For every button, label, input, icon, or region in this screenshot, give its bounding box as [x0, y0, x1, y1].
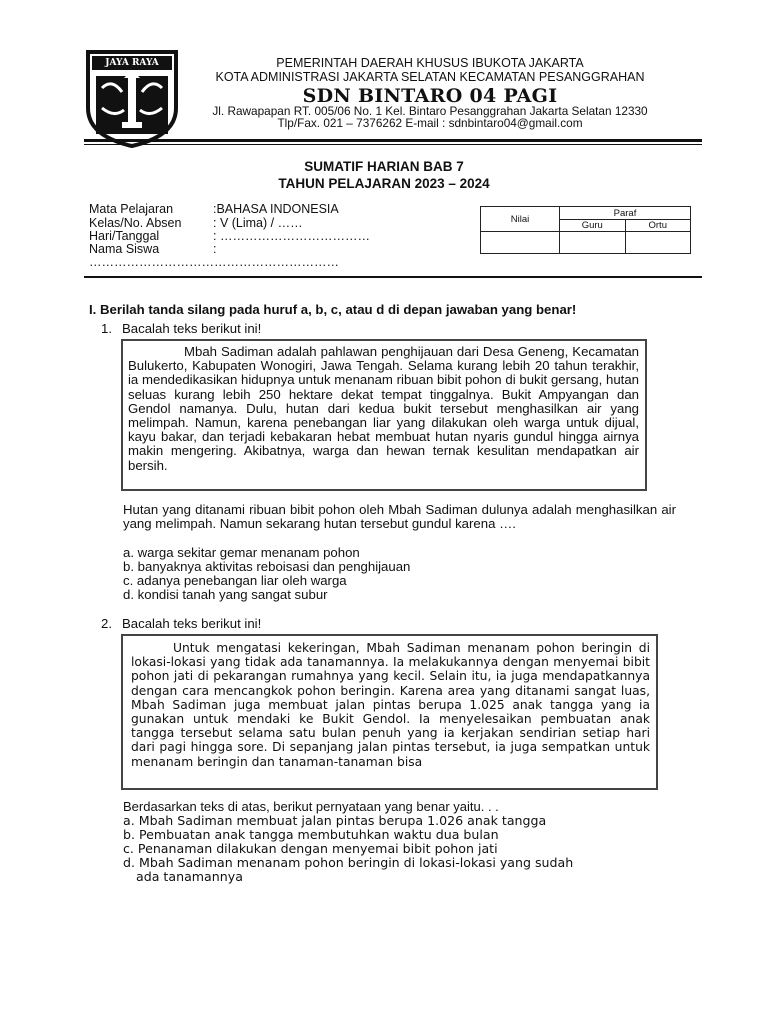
header-divider-thin — [84, 144, 702, 145]
q2-question: Berdasarkan teks di atas, berikut pernyataan yang benar yaitu. . . — [123, 799, 499, 814]
q1-question: Hutan yang ditanami ribuan bibit pohon oleh Mbah Sadiman dulunya adalah menghasilkan air yang melimpah. Namun sekarang hutan tersebut gundul karena …. — [123, 502, 676, 532]
date-label: Hari/Tanggal — [89, 229, 160, 243]
q2-number: 2. — [101, 616, 112, 631]
q1-prompt: Bacalah teks berikut ini! — [122, 321, 262, 336]
q1-option-a[interactable]: a. warga sekitar gemar menanam pohon — [123, 545, 360, 560]
class-value: : V (Lima) / …… — [213, 216, 303, 230]
q2-option-c[interactable]: c. Penanaman dilakukan dengan menyemai bibit pohon jati — [123, 841, 498, 856]
date-value: : ……………………………… — [213, 229, 370, 243]
nilai-cell — [481, 232, 560, 254]
ortu-cell — [625, 232, 691, 254]
school-logo — [84, 48, 180, 148]
school-contact: Tlp/Fax. 021 – 7376262 E-mail : sdnbintaro04@gmail.com — [277, 116, 583, 130]
ortu-header: Ortu — [625, 220, 691, 232]
subject-value: :BAHASA INDONESIA — [213, 202, 339, 216]
q2-option-d[interactable]: d. Mbah Sadiman menanam pohon beringin di lokasi-lokasi yang sudah — [123, 855, 574, 870]
nilai-header: Nilai — [481, 207, 560, 232]
exam-title-line1: SUMATIF HARIAN BAB 7 — [304, 159, 464, 174]
instructions: I. Berilah tanda silang pada huruf a, b, c, atau d di depan jawaban yang benar! — [89, 302, 577, 317]
q1-passage: Mbah Sadiman adalah pahlawan penghijauan dari Desa Geneng, Kecamatan Bulukerto, Kabupaten Wonogiri, Jawa Tengah. Selama kurang lebih 20 tahun terakhir, ia mendedikasikan hidupnya untuk menanam ribuan bibit pohon di bukit gersang, hutan seluas kurang lebih 250 hektare dekat tempat tinggalnya. Bukit Ampyangan dan Gendol namanya. Dulu, hutan dari kedua bukit tersebut menghasilkan air yang melimpah. Namun, karena penebangan liar yang dilakukan oleh warga untuk dijual, kayu bakar, dan terjadi kebakaran hebat membuat hutan nyaris gundul hingga airnya makin mengering. Akibatnya, warga dan hewan ternak kesulitan mendapatkan air bersih. — [128, 344, 639, 473]
subject-label: Mata Pelajaran — [89, 202, 174, 216]
q1-passage-box — [121, 339, 647, 491]
q2-passage: Untuk mengatasi kekeringan, Mbah Sadiman menanam pohon beringin di lokasi-lokasi yang tidak ada tanamannya. Ia melakukannya dengan menyemai bibit pohon jati di pekarangan rumahnya yang kecil. Selain itu, ia juga mendapatkannya dengan cara mencangkok pohon beringin. Karena area yang ditanami sangat luas, Mbah Sadiman juga membuat jalan pintas berupa 1.025 anak tangga yang ia gunakan untuk mendaki ke Bukit Gendol. Ia menyelesaikan pembuatan anak tangga tersebut selama satu bulan penuh yang ia kerjakan sendirian setiap hari dari pagi hingga sore. Di sepanjang jalan pintas tersebut, ia juga sempatkan untuk menanam beringin dan tanaman-tanaman bisa — [131, 641, 650, 769]
info-divider — [84, 276, 702, 278]
q2-passage-box — [121, 634, 658, 790]
q1-option-d[interactable]: d. kondisi tanah yang sangat subur — [123, 587, 328, 602]
q2-option-d-cont: ada tanamannya — [136, 869, 243, 884]
score-table — [480, 206, 691, 254]
name-value: : — [213, 242, 217, 256]
q1-option-c[interactable]: c. adanya penebangan liar oleh warga — [123, 573, 347, 588]
paraf-header: Paraf — [560, 207, 691, 220]
city-line: KOTA ADMINISTRASI JAKARTA SELATAN KECAMATAN PESANGGRAHAN — [215, 70, 645, 84]
guru-cell — [560, 232, 626, 254]
exam-title-line2: TAHUN PELAJARAN 2023 – 2024 — [278, 176, 490, 191]
exam-title — [0, 158, 768, 192]
guru-header: Guru — [560, 220, 626, 232]
q1-option-b[interactable]: b. banyaknya aktivitas reboisasi dan penghijauan — [123, 559, 411, 574]
q2-option-a[interactable]: a. Mbah Sadiman membuat jalan pintas berupa 1.026 anak tangga — [123, 813, 547, 828]
school-address: Jl. Rawapapan RT. 005/06 No. 1 Kel. Bintaro Pesanggrahan Jakarta Selatan 12330 — [212, 104, 648, 118]
name-label: Nama Siswa — [89, 242, 160, 256]
name-dots: …………………………………………………… — [89, 255, 339, 269]
q2-prompt: Bacalah teks berikut ini! — [122, 616, 262, 631]
header-divider-thick — [84, 139, 702, 142]
gov-line: PEMERINTAH DAERAH KHUSUS IBUKOTA JAKARTA — [276, 56, 584, 70]
class-label: Kelas/No. Absen — [89, 216, 182, 230]
school-name: SDN BINTARO 04 PAGI — [302, 85, 558, 107]
logo-text: JAYA RAYA — [105, 58, 159, 68]
q2-option-b[interactable]: b. Pembuatan anak tangga membutuhkan waktu dua bulan — [123, 827, 499, 842]
q1-number: 1. — [101, 321, 112, 336]
